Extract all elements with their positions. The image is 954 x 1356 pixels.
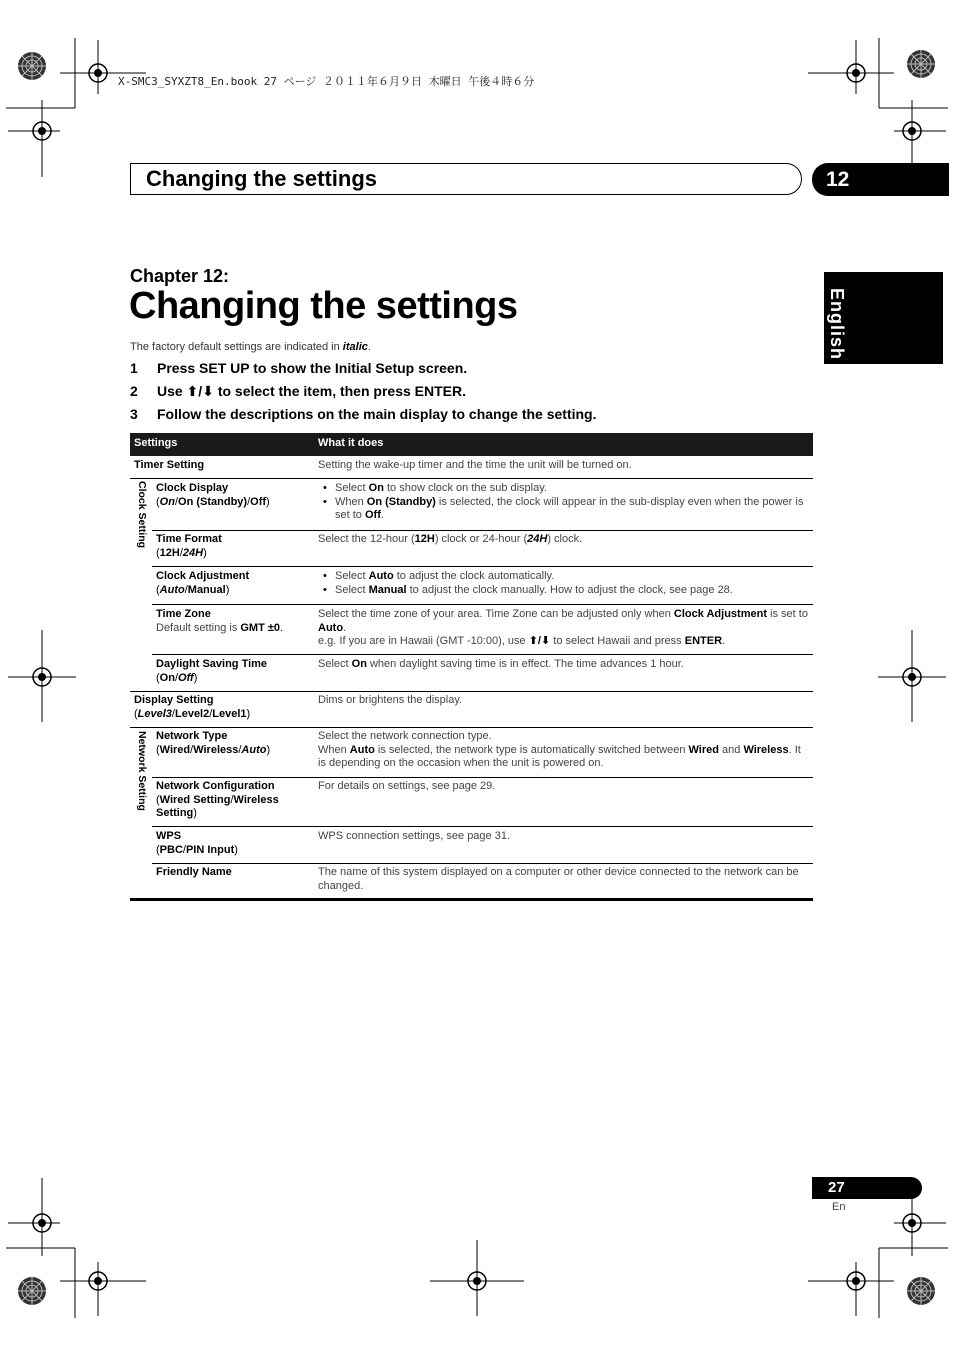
- up-down-arrow-icon: ⬆/⬇: [528, 635, 551, 647]
- row-divider: [130, 691, 813, 692]
- time-zone-desc: Select the time zone of your area. Time Zone can be adjusted only when Clock Adjustment is set to Auto. e.g. If you are in Hawaii (GMT -10:00), use ⬆/⬇ to select Hawaii and press ENTER.: [318, 608, 808, 647]
- network-type-name: Network Type (Wired/Wireless/Auto): [156, 730, 271, 756]
- timer-setting-desc: Setting the wake-up timer and the time the unit will be turned on.: [318, 459, 632, 471]
- row-divider: [152, 863, 813, 864]
- registration-mark-icon: [30, 119, 54, 143]
- row-divider: [130, 727, 813, 728]
- daylight-saving-desc: Select On when daylight saving time is in effect. The time advances 1 hour.: [318, 658, 684, 670]
- row-divider: [152, 566, 813, 567]
- file-header: X-SMC3_SYXZT8_En.book 27 ページ ２０１１年６月９日 木曜日 午後４時６分: [118, 75, 535, 88]
- header-what-it-does: What it does: [318, 437, 384, 449]
- step-3: 3 Follow the descriptions on the main display to change the setting.: [130, 406, 597, 422]
- registration-mark-icon: [465, 1269, 489, 1293]
- registration-mark-icon: [844, 61, 868, 85]
- daylight-saving-name: Daylight Saving Time (On/Off): [156, 658, 268, 684]
- time-zone-name: Time Zone Default setting is GMT ±0.: [156, 608, 284, 634]
- wps-name: WPS (PBC/PIN Input): [156, 830, 238, 856]
- color-rosette-icon: [906, 1276, 936, 1306]
- registration-mark-icon: [30, 665, 54, 689]
- time-format-desc: Select the 12-hour (12H) clock or 24-hour (24H) clock.: [318, 533, 583, 545]
- friendly-name-name: Friendly Name: [156, 866, 232, 878]
- chapter-label: Chapter 12:: [130, 266, 230, 286]
- chapter-number-badge: 12: [812, 163, 949, 196]
- network-type-desc: Select the network connection type. When Auto is selected, the network type is automatically switched between Wired and Wireless. It is depending on the occasion when the unit is powered on.: [318, 730, 801, 769]
- registration-mark-icon: [900, 1211, 924, 1235]
- page-language: En: [832, 1201, 846, 1213]
- page-title: Changing the settings: [129, 285, 518, 327]
- registration-mark-icon: [844, 1269, 868, 1293]
- registration-mark-icon: [86, 61, 110, 85]
- registration-mark-icon: [30, 1211, 54, 1235]
- network-configuration-name: Network Configuration (Wired Setting/Wireless Setting): [156, 780, 279, 819]
- clock-display-name: Clock Display (On/On (Standby)/Off): [156, 482, 270, 508]
- settings-table: [130, 433, 813, 892]
- language-tab-label: English: [827, 288, 847, 361]
- clock-setting-group-label: Clock Setting: [136, 481, 148, 549]
- section-header-title: Changing the settings: [146, 166, 377, 191]
- timer-setting-name: Timer Setting: [134, 459, 205, 471]
- header-settings: Settings: [134, 437, 178, 449]
- table-bottom-rule: [130, 898, 813, 901]
- intro-text: The factory default settings are indicated in italic.: [130, 341, 371, 353]
- registration-mark-icon: [900, 665, 924, 689]
- step-1: 1 Press SET UP to show the Initial Setup screen.: [130, 360, 468, 376]
- color-rosette-icon: [906, 49, 936, 79]
- step-2: 2 Use ⬆/⬇ to select the item, then press ENTER.: [130, 383, 466, 399]
- network-setting-group-label: Network Setting: [136, 731, 148, 811]
- language-tab: [824, 272, 943, 364]
- row-divider: [152, 530, 813, 531]
- wps-desc: WPS connection settings, see page 31.: [318, 830, 511, 842]
- time-format-name: Time Format (12H/24H): [156, 533, 222, 559]
- page-number: 27: [812, 1177, 922, 1199]
- row-divider: [152, 777, 813, 778]
- table-header: [130, 433, 813, 456]
- network-configuration-desc: For details on settings, see page 29.: [318, 780, 496, 792]
- clock-adjustment-desc: • Select Auto to adjust the clock automatically. • Select Manual to adjust the clock manually. How to adjust the clock, see page 28.: [318, 570, 808, 597]
- row-divider: [152, 654, 813, 655]
- registration-mark-icon: [86, 1269, 110, 1293]
- display-setting-name: Display Setting (Level3/Level2/Level1): [134, 694, 251, 720]
- row-divider: [130, 478, 813, 479]
- clock-display-desc: • Select On to show clock on the sub display. • When On (Standby) is selected, the clock will appear in the sub-display even when the power is set to Off.: [318, 482, 808, 523]
- friendly-name-desc: The name of this system displayed on a computer or other device connected to the network can be changed.: [318, 866, 799, 892]
- color-rosette-icon: [17, 51, 47, 81]
- display-setting-desc: Dims or brightens the display.: [318, 694, 463, 706]
- row-divider: [152, 604, 813, 605]
- up-down-arrow-icon: ⬆/⬇: [186, 383, 214, 399]
- color-rosette-icon: [17, 1276, 47, 1306]
- row-divider: [152, 826, 813, 827]
- registration-mark-icon: [900, 119, 924, 143]
- clock-adjustment-name: Clock Adjustment (Auto/Manual): [156, 570, 250, 596]
